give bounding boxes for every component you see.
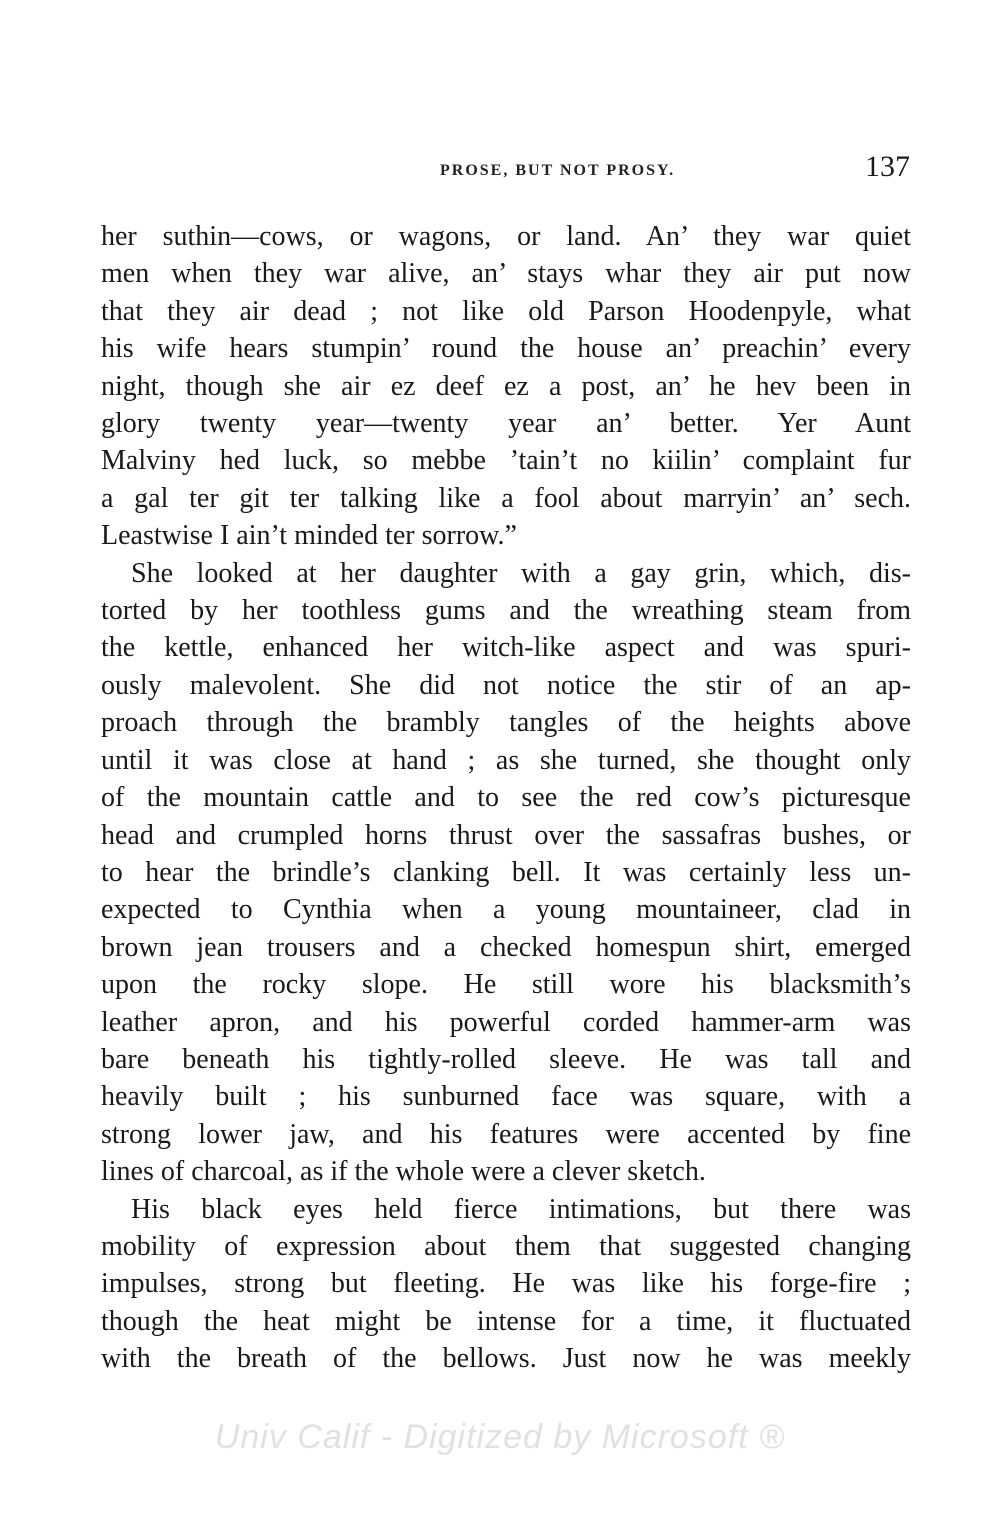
paragraph-1 xyxy=(101,218,911,555)
text-line: impulses, strong but fleeting. He was like his forge-fire ; xyxy=(101,1268,911,1300)
text-line: mobility of expression about them that suggested changing xyxy=(101,1230,911,1262)
text-line: leather apron, and his powerful corded hammer-arm was xyxy=(101,1006,911,1038)
text-line: to hear the brindle’s clanking bell. It was certainly less un- xyxy=(101,856,911,888)
text-line: until it was close at hand ; as she turned, she thought only xyxy=(101,744,911,776)
text-line: brown jean trousers and a checked homespun shirt, emerged xyxy=(101,931,911,963)
text-line: upon the rocky slope. He still wore his blacksmith’s xyxy=(101,969,911,1001)
paragraph-3 xyxy=(101,1191,911,1378)
text-line: Leastwise I ain’t minded ter sorrow.” xyxy=(101,520,517,552)
text-line: proach through the brambly tangles of the heights above xyxy=(101,707,911,739)
text-line: torted by her toothless gums and the wreathing steam from xyxy=(101,595,911,627)
text-line: men when they war alive, an’ stays whar they air put now xyxy=(101,258,911,290)
text-line: expected to Cynthia when a young mountaineer, clad in xyxy=(101,894,911,926)
text-line: of the mountain cattle and to see the red cow’s picturesque xyxy=(101,782,911,814)
text-line: a gal ter git ter talking like a fool about marryin’ an’ sech. xyxy=(101,482,911,514)
text-line: ously malevolent. She did not notice the stir of an ap- xyxy=(101,669,911,701)
running-title: PROSE, BUT NOT PROSY. xyxy=(440,162,676,179)
text-line: glory twenty year—twenty year an’ better. Yer Aunt xyxy=(101,408,911,440)
paragraph-2 xyxy=(101,555,911,1191)
text-line: She looked at her daughter with a gay grin, which, dis- xyxy=(131,557,911,589)
text-line: His black eyes held fierce intimations, but there was xyxy=(131,1193,911,1225)
digitization-watermark: Univ Calif - Digitized by Microsoft ® xyxy=(214,1418,786,1456)
text-line: Malviny hed luck, so mebbe ’tain’t no kiilin’ complaint fur xyxy=(101,445,911,477)
text-line: bare beneath his tightly-rolled sleeve. He was tall and xyxy=(101,1043,911,1075)
text-line: strong lower jaw, and his features were accented by fine xyxy=(101,1118,911,1150)
running-head xyxy=(100,150,910,190)
text-line: the kettle, enhanced her witch-like aspect and was spuri- xyxy=(101,632,911,664)
text-line: with the breath of the bellows. Just now he was meekly xyxy=(101,1343,911,1375)
text-line: her suthin—cows, or wagons, or land. An’ they war quiet xyxy=(101,221,911,252)
text-line: his wife hears stumpin’ round the house an’ preachin’ every xyxy=(101,333,911,365)
text-line: head and crumpled horns thrust over the sassafras bushes, or xyxy=(101,819,911,851)
text-line: though the heat might be intense for a time, it fluctuated xyxy=(101,1305,911,1337)
text-line: that they air dead ; not like old Parson Hoodenpyle, what xyxy=(101,295,911,327)
text-line: lines of charcoal, as if the whole were a clever sketch. xyxy=(101,1156,706,1188)
text-line: night, though she air ez deef ez a post, an’ he hev been in xyxy=(101,370,911,402)
text-line: heavily built ; his sunburned face was square, with a xyxy=(101,1081,911,1113)
body-text xyxy=(101,218,911,1378)
page-number: 137 xyxy=(865,150,910,183)
